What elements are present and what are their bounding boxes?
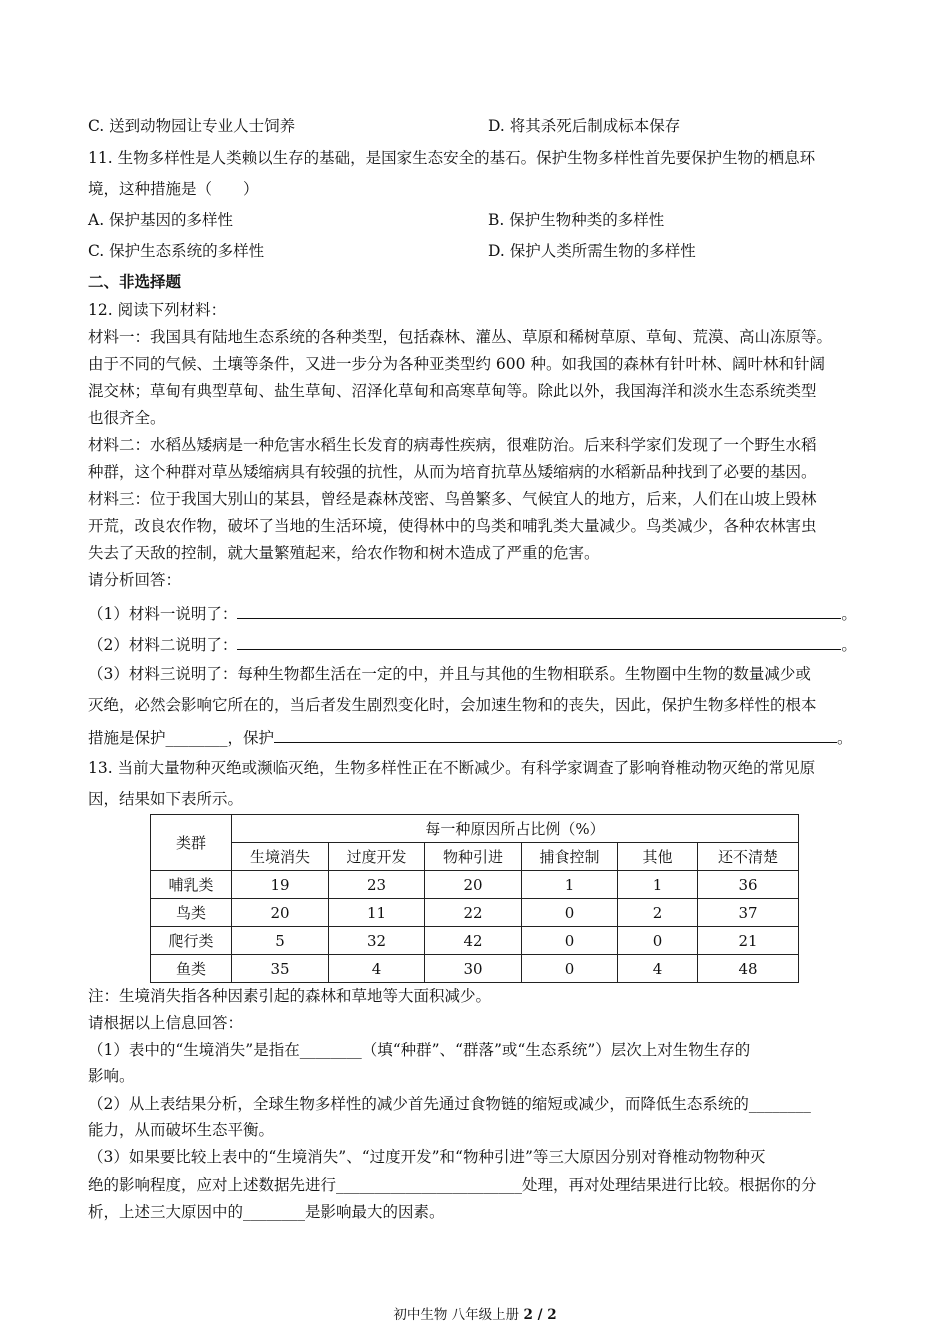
q13-sub2-line1: （2）从上表结果分析，全球生物多样性的减少首先通过食物链的缩短或减少，而降低生态系统的________ [88,1095,811,1113]
q12-material3-line3: 失去了天敌的控制，就大量繁殖起来，给农作物和树木造成了严重的危害。 [88,544,600,562]
table-row [151,955,799,983]
table-cell: 48 [698,955,799,983]
col-header: 生境消失 [232,843,329,871]
q13-sub1-line2: 影响。 [88,1067,135,1085]
table-cell: 37 [698,899,799,927]
q13-sub3-line3: 析，上述三大原因中的________是影响最大的因素。 [88,1203,445,1221]
table-cell: 32 [329,927,425,955]
table-cell: 35 [232,955,329,983]
q12-sub3-answer-blank[interactable] [274,727,837,743]
q13-stem-line2: 因，结果如下表所示。 [88,790,244,808]
col-header: 还不清楚 [698,843,799,871]
q11-option-c: C. 保护生态系统的多样性 [88,242,265,260]
table-cell: 1 [618,871,698,899]
table-cell: 1 [522,871,618,899]
q12-material3-line1: 材料三：位于我国大别山的某县，曾经是森林茂密、鸟兽繁多、气候宜人的地方，后来，人们在山坡上毁林 [88,490,817,508]
table-cell: 42 [425,927,522,955]
table-cell: 23 [329,871,425,899]
q12-sub2-answer-blank[interactable] [237,634,841,650]
row-header: 鸟类 [151,899,232,927]
col-header: 物种引进 [425,843,522,871]
q12-intro: 12. 阅读下列材料： [88,301,227,319]
col-header: 捕食控制 [522,843,618,871]
table-cell: 20 [232,899,329,927]
table-cell: 4 [329,955,425,983]
row-header: 爬行类 [151,927,232,955]
table-corner-header: 类群 [151,815,232,871]
q13-note: 注：生境消失指各种因素引起的森林和草地等大面积减少。 [88,987,492,1005]
q12-material1-line1: 材料一：我国具有陆地生态系统的各种类型，包括森林、灌丛、草原和稀树草原、草甸、荒漠、高山冻原等。 [88,328,833,346]
table-cell: 22 [425,899,522,927]
q11-option-a: A. 保护基因的多样性 [88,211,234,229]
table-cell: 4 [618,955,698,983]
q12-sub3-line1: （3）材料三说明了：每种生物都生活在一定的中，并且与其他的生物相联系。生物圈中生物的数量减少或 [88,665,811,683]
table-cell: 11 [329,899,425,927]
q10-option-c: C. 送到动物园让专业人士饲养 [88,117,296,135]
q12-sub3-text: 措施是保护________，保护 [88,729,275,747]
q12-sub1-period: 。 [841,605,857,623]
q12-sub1-label: （1）材料一说明了： [88,605,238,623]
q11-option-d: D. 保护人类所需生物的多样性 [488,242,696,260]
q11-stem-line1: 11. 生物多样性是人类赖以生存的基础，是国家生态安全的基石。保护生物多样性首先要保护生物的栖息环 [88,149,816,167]
page-number: 2 / 2 [523,1307,557,1323]
q12-material1-line4: 也很齐全。 [88,409,166,427]
q12-sub1-answer-blank[interactable] [237,603,841,619]
q11-stem-line2: 境，这种措施是（ ） [88,180,259,198]
q12-material2-line2: 种群，这个种群对草丛矮缩病具有较强的抗性，从而为培育抗草丛矮缩病的水稻新品种找到了必要的基因。 [88,463,817,481]
table-cell: 0 [522,899,618,927]
table-row [151,871,799,899]
table-cell: 19 [232,871,329,899]
q12-sub1 [88,603,857,624]
table-group-header: 每一种原因所占比例（%） [232,815,799,843]
q12-prompt: 请分析回答： [88,571,182,589]
q12-material3-line2: 开荒，改良农作物，破坏了当地的生活环境，使得林中的鸟类和哺乳类大量减少。鸟类减少，各种农林害虫 [88,517,817,535]
q13-stem-line1: 13. 当前大量物种灭绝或濒临灭绝，生物多样性正在不断减少。有科学家调查了影响脊椎动物灭绝的常见原 [88,759,816,777]
table-cell: 5 [232,927,329,955]
table-cell: 21 [698,927,799,955]
col-header: 过度开发 [329,843,425,871]
row-header: 鱼类 [151,955,232,983]
q10-option-d: D. 将其杀死后制成标本保存 [488,117,681,135]
row-header: 哺乳类 [151,871,232,899]
table-cell: 20 [425,871,522,899]
footer-text: 初中生物 八年级上册 [393,1307,524,1323]
q12-sub3-line3 [88,727,853,748]
table-cell: 0 [618,927,698,955]
table-cell: 0 [522,927,618,955]
table-row [151,899,799,927]
q11-option-b: B. 保护生物种类的多样性 [488,211,665,229]
page-footer [0,1303,950,1323]
table-cell: 0 [522,955,618,983]
q12-material2-line1: 材料二：水稻丛矮病是一种危害水稻生长发育的病毒性疾病，很难防治。后来科学家们发现了一个野生水稻 [88,436,817,454]
q13-sub3-line2: 绝的影响程度，应对上述数据先进行________________________处理，再对处理结果进行比较。根据你的分 [88,1176,817,1194]
q12-sub2-label: （2）材料二说明了： [88,636,238,654]
q13-sub1-line1: （1）表中的“生境消失”是指在________（填“种群”、“群落”或“生态系统”）层次上对生物生存的 [88,1041,751,1059]
q12-material1-line2: 由于不同的气候、土壤等条件，又进一步分为各种亚类型约 600 种。如我国的森林有针叶林、阔叶林和针阔 [88,355,825,373]
table-cell: 2 [618,899,698,927]
q12-sub3-period: 。 [837,729,853,747]
q12-sub2 [88,634,857,655]
q13-sub3-line1: （3）如果要比较上表中的“生境消失”、“过度开发”和“物种引进”等三大原因分别对脊椎动物物种灭 [88,1148,766,1166]
q12-sub3-line2: 灭绝，必然会影响它所在的，当后者发生剧烈变化时，会加速生物和的丧失，因此，保护生物多样性的根本 [88,696,817,714]
table-cell: 30 [425,955,522,983]
q13-prompt: 请根据以上信息回答： [88,1014,244,1032]
table-cell: 36 [698,871,799,899]
q12-sub2-period: 。 [841,636,857,654]
q13-data-table [150,814,799,983]
col-header: 其他 [618,843,698,871]
q13-sub2-line2: 能力，从而破坏生态平衡。 [88,1121,275,1139]
q12-material1-line3: 混交林；草甸有典型草甸、盐生草甸、沼泽化草甸和高寒草甸等。除此以外，我国海洋和淡水生态系统类型 [88,382,817,400]
table-row [151,927,799,955]
section-title-non-choice: 二、非选择题 [88,272,182,291]
